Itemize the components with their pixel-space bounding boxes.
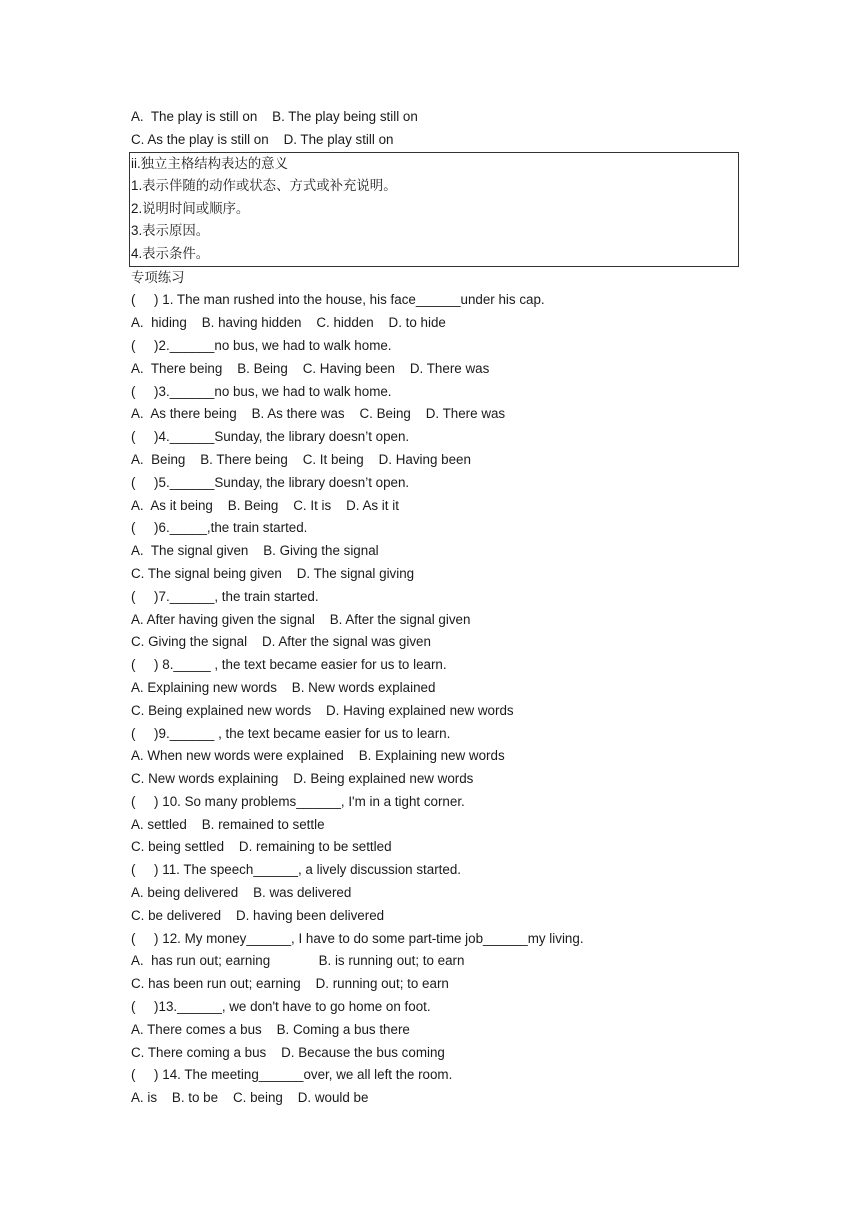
box-item: 1.表示伴随的动作或状态、方式或补充说明。 bbox=[131, 178, 397, 194]
option-line: A. Being B. There being C. It being D. Having been bbox=[131, 451, 471, 467]
box-item: 3.表示原因。 bbox=[131, 223, 210, 239]
option-line: C. The signal being given D. The signal giving bbox=[131, 565, 415, 581]
summary-box bbox=[129, 152, 739, 267]
box-heading: ii.独立主格结构表达的意义 bbox=[131, 155, 288, 171]
option-line: A. When new words were explained B. Explaining new words bbox=[131, 748, 505, 764]
box-item: 4.表示条件。 bbox=[131, 245, 210, 261]
exercise-list bbox=[131, 289, 751, 1110]
question-line: ( )6._____,the train started. bbox=[131, 520, 308, 536]
option-line: A. As it being B. Being C. It is D. As it it bbox=[131, 497, 399, 513]
question-line: ( ) 14. The meeting______over, we all left the room. bbox=[131, 1067, 453, 1083]
question-line: ( )3.______no bus, we had to walk home. bbox=[131, 383, 392, 399]
section-title: 专项练习 bbox=[131, 269, 185, 285]
option-line: C. There coming a bus D. Because the bus coming bbox=[131, 1044, 445, 1060]
option-line: C. be delivered D. having been delivered bbox=[131, 907, 385, 923]
option-line: A. is B. to be C. being D. would be bbox=[131, 1090, 369, 1106]
option-line: A. being delivered B. was delivered bbox=[131, 885, 352, 901]
option-line: C. being settled D. remaining to be settled bbox=[131, 839, 392, 855]
option-line: C. has been run out; earning D. running out; to earn bbox=[131, 976, 449, 992]
option-line: A. has run out; earning B. is running out; to earn bbox=[131, 953, 465, 969]
option-line: C. New words explaining D. Being explained new words bbox=[131, 771, 474, 787]
option-line: A. hiding B. having hidden C. hidden D. to hide bbox=[131, 315, 446, 331]
question-line: ( )5.______Sunday, the library doesn’t open. bbox=[131, 474, 410, 490]
box-item: 2.说明时间或顺序。 bbox=[131, 200, 250, 216]
option-line: C. As the play is still on D. The play still on bbox=[131, 131, 394, 147]
question-line: ( )7.______, the train started. bbox=[131, 588, 319, 604]
option-line: C. Being explained new words D. Having explained new words bbox=[131, 702, 514, 718]
option-line: A. As there being B. As there was C. Being D. There was bbox=[131, 406, 506, 422]
option-line: A. There being B. Being C. Having been D. There was bbox=[131, 360, 490, 376]
option-line: A. Explaining new words B. New words explained bbox=[131, 679, 436, 695]
document-page bbox=[131, 106, 751, 1110]
question-line: ( )2.______no bus, we had to walk home. bbox=[131, 337, 392, 353]
question-line: ( ) 1. The man rushed into the house, his face______under his cap. bbox=[131, 292, 545, 308]
option-line: A. settled B. remained to settle bbox=[131, 816, 325, 832]
question-line: ( )4.______Sunday, the library doesn’t open. bbox=[131, 429, 410, 445]
option-line: A. The signal given B. Giving the signal bbox=[131, 543, 379, 559]
question-line: ( )9.______ , the text became easier for us to learn. bbox=[131, 725, 451, 741]
option-line: A. After having given the signal B. After the signal given bbox=[131, 611, 471, 627]
question-line: ( )13.______, we don't have to go home on foot. bbox=[131, 999, 431, 1015]
option-line: C. Giving the signal D. After the signal was given bbox=[131, 634, 431, 650]
question-line: ( ) 10. So many problems______, I'm in a tight corner. bbox=[131, 793, 465, 809]
option-line: A. There comes a bus B. Coming a bus there bbox=[131, 1021, 410, 1037]
question-line: ( ) 8._____ , the text became easier for us to learn. bbox=[131, 657, 447, 673]
question-line: ( ) 12. My money______, I have to do some part-time job______my living. bbox=[131, 930, 584, 946]
option-line: A. The play is still on B. The play being still on bbox=[131, 109, 418, 124]
question-line: ( ) 11. The speech______, a lively discussion started. bbox=[131, 862, 461, 878]
